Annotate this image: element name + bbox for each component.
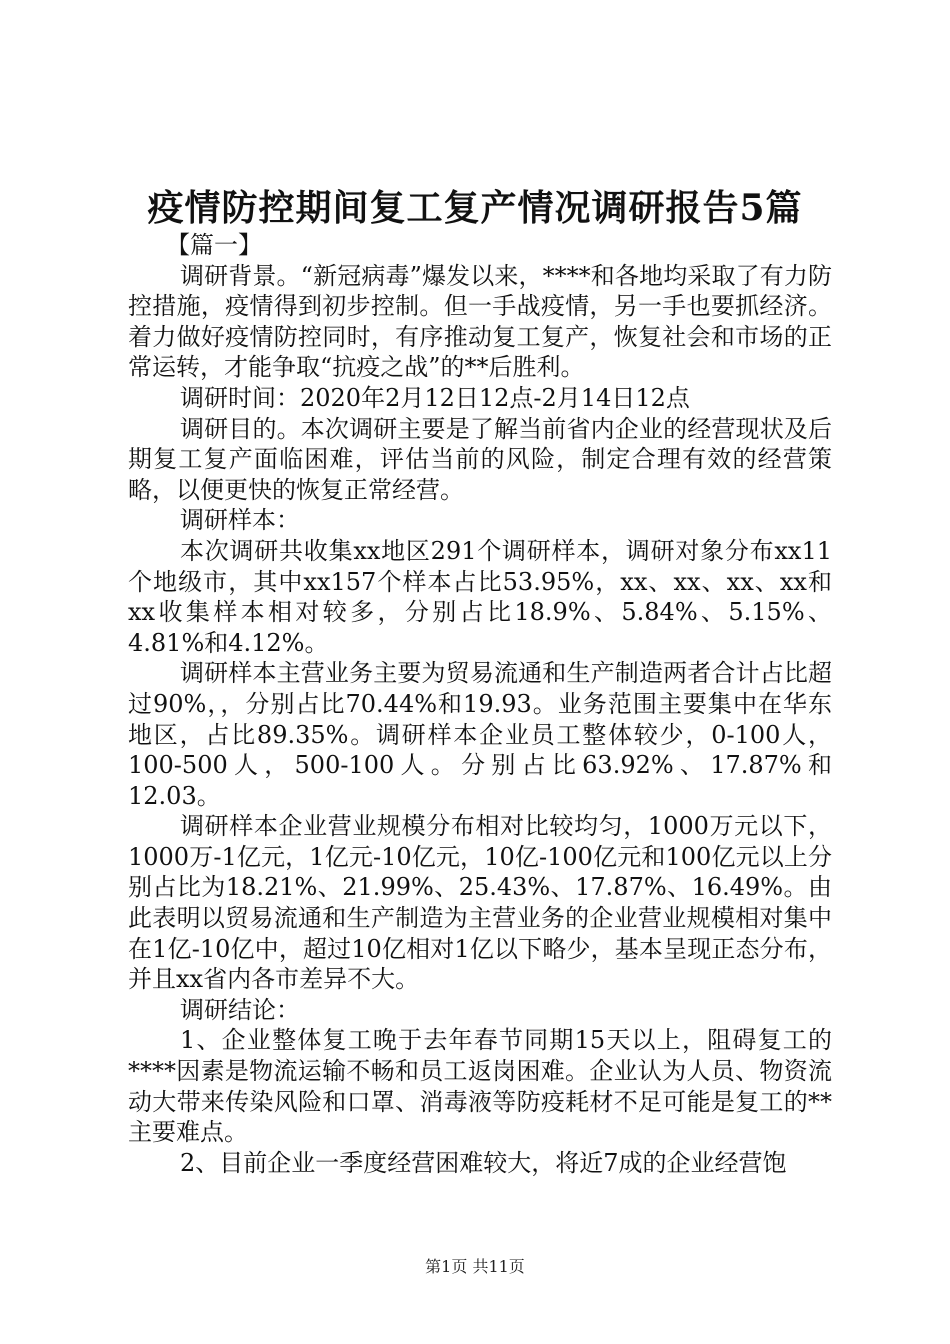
paragraph-sample-heading: 调研样本：	[180, 506, 300, 535]
document-body	[128, 230, 832, 1178]
paragraph-sample-scale: 调研样本企业营业规模分布相对比较均匀，1000万元以下，1000万-1亿元，1亿元-10亿元，10亿-100亿元和100亿元以上分别占比为18.21%、21.99%、25.43%、17.87%、16.49%。由此表明以贸易流通和生产制造为主营业务的企业营业规模相对集中在1亿-10亿中，超过10亿相对1亿以下略少，基本呈现正态分布，并且xx省内各市差异不大。	[128, 812, 832, 994]
paragraph-time: 调研时间：2020年2月12日12点-2月14日12点	[180, 383, 690, 412]
paragraph-sample-business: 调研样本主营业务主要为贸易流通和生产制造两者合计占比超过90%，，分别占比70.44%和19.93。业务范围主要集中在华东地区，占比89.35%。调研样本企业员工整体较少，0-100人，100-500人，500-100人。分别占比63.92%、17.87%和12.03。	[128, 659, 832, 810]
paragraph-sample-count: 本次调研共收集xx地区291个调研样本，调研对象分布xx11个地级市，其中xx157个样本占比53.95%，xx、xx、xx、xx和xx收集样本相对较多，分别占比18.9%、5.84%、5.15%、4.81%和4.12%。	[128, 536, 832, 657]
page-number-footer: 第1页 共11页	[425, 1257, 525, 1276]
paragraph-conclusion-1: 1、企业整体复工晚于去年春节同期15天以上，阻碍复工的****因素是物流运输不畅和员工返岗困难。企业认为人员、物资流动大带来传染风险和口罩、消毒液等防疫耗材不足可能是复工的**主要难点。	[128, 1026, 832, 1147]
document-title: 疫情防控期间复工复产情况调研报告5篇	[147, 187, 803, 229]
paragraph-purpose: 调研目的。本次调研主要是了解当前省内企业的经营现状及后期复工复产面临困难，评估当前的风险，制定合理有效的经营策略，以便更快的恢复正常经营。	[128, 414, 832, 504]
paragraph-conclusion-heading: 调研结论：	[180, 995, 300, 1024]
paragraph-background: 调研背景。“新冠病毒”爆发以来，****和各地均采取了有力防控措施，疫情得到初步控制。但一手战疫情，另一手也要抓经济。着力做好疫情防控同时，有序推动复工复产，恢复社会和市场的正常运转，才能争取“抗疫之战”的**后胜利。	[128, 261, 832, 382]
chapter-heading: 【篇一】	[166, 231, 262, 259]
paragraph-conclusion-2: 2、目前企业一季度经营困难较大，将近7成的企业经营饱	[180, 1148, 787, 1177]
